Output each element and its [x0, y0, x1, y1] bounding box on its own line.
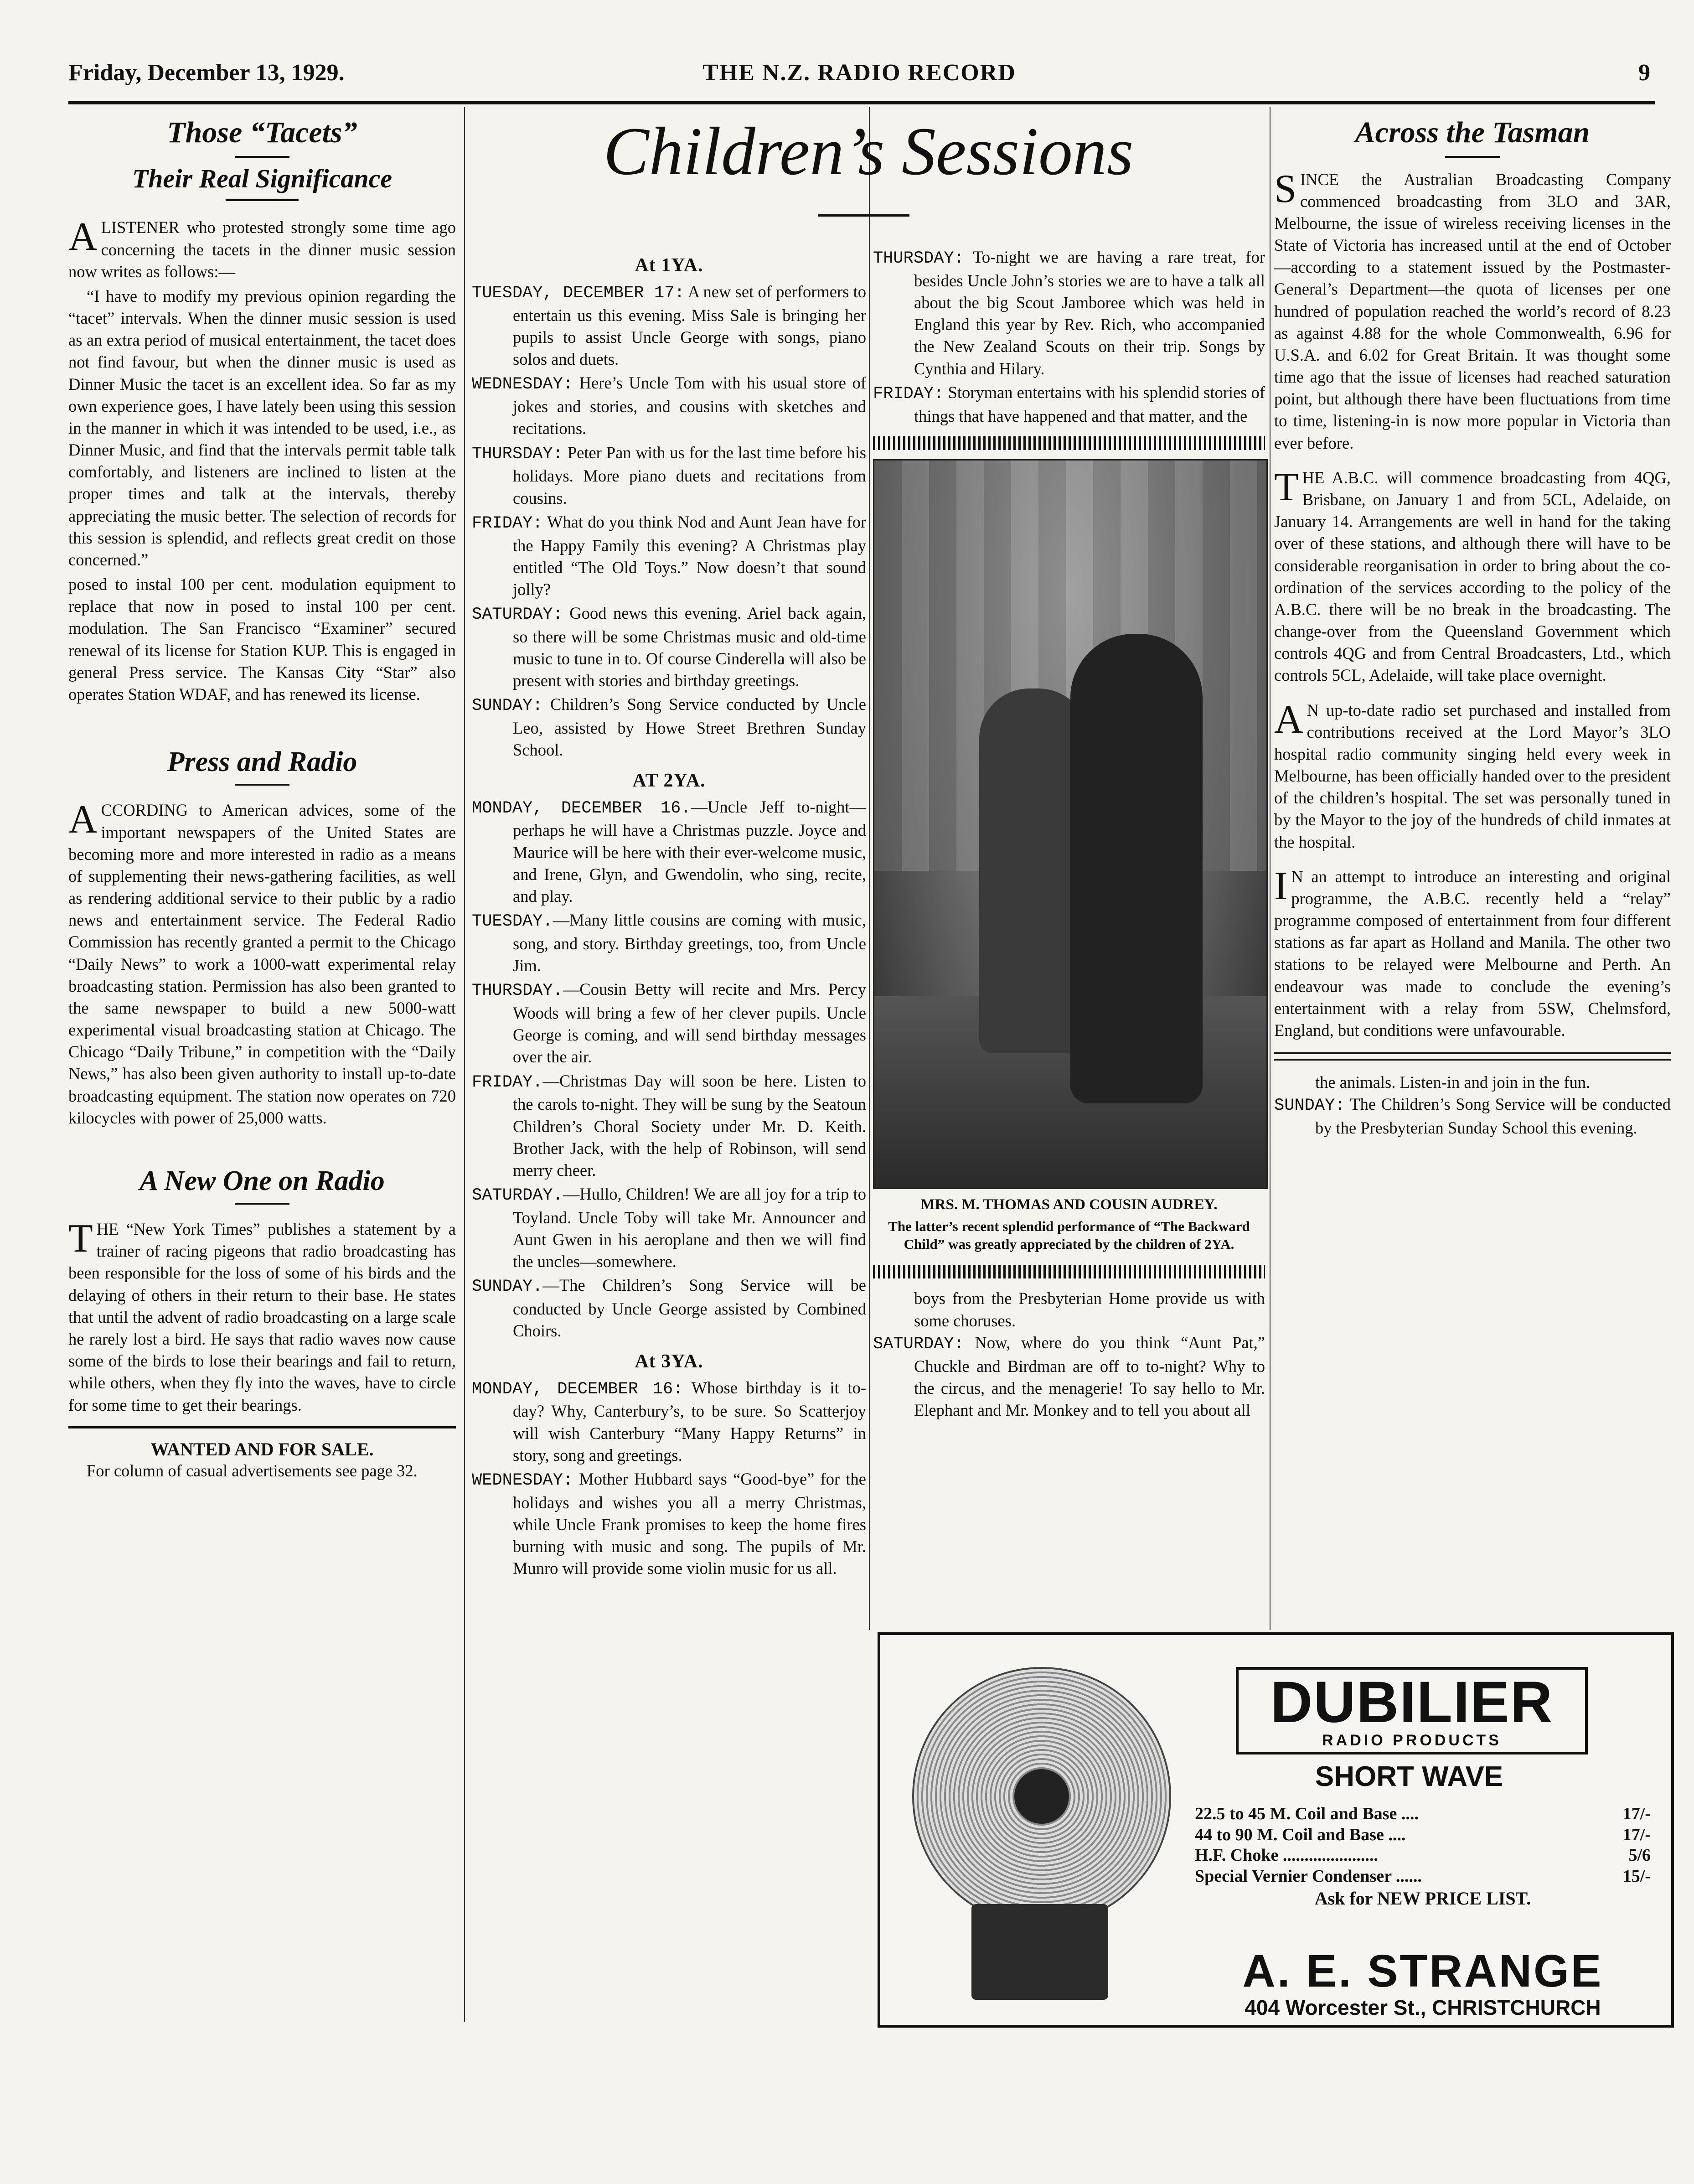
- figure-woman: [1070, 634, 1203, 1103]
- station-heading-3ya: At 3YA.: [635, 1351, 703, 1372]
- dropcap: I: [1274, 864, 1288, 908]
- title-rule: [235, 784, 289, 786]
- tacets-intro: ALISTENER who protested strongly some time ago concerning the tacets in the dinner music session now writes as follows:—: [68, 215, 456, 281]
- press-body: ACCORDING to American advices, some of the important newspapers of the United States are becoming more and more interested in radio as a means of supplementing their news-gathering facilities, as well as rendering additional service to their public by a radio news and entertainment service. The Federal Radio Commission has recently granted a permit to the Chicago “Daily News” to work a 1000-watt experimental relay broadcasting station. Permission has also been granted to the same newspaper to build a new 5000-watt experimental visual broadcasting station at Chicago. The Chicago “Daily Tribune,” in competition with the “Daily News,” has also been given authority to install up-to-date broadcasting equipment. The station now operates on 720 kilocycles with power of 25,000 watts.: [68, 797, 456, 1127]
- company-name: A. E. STRANGE: [1242, 1946, 1603, 1997]
- issue-date: Friday, December 13, 1929.: [68, 60, 345, 86]
- schedule-entry: THURSDAY.—Cousin Betty will recite and Mrs. Percy Woods will bring a few of her clever pupils. Uncle George is coming, and will send birthday messages over the air.: [472, 980, 866, 1066]
- dropcap: A: [1274, 697, 1303, 742]
- title-rule: [226, 199, 299, 201]
- schedule-entry: TUESDAY, DECEMBER 17: A new set of performers to entertain us this evening. Miss Sale is bringing her pupils to assist Uncle George with songs, piano solos and duets.: [472, 282, 866, 369]
- dropcap: A: [68, 797, 98, 842]
- main-title-rule: [818, 214, 909, 217]
- price-row: 22.5 to 45 M. Coil and Base .... 17/-: [1195, 1804, 1651, 1823]
- tasman-p2: THE A.B.C. will commence broadcasting from 4QG, Brisbane, on January 1 and from 5CL, Adelaide, on January 14. Arrangements are well in hand for the taking over of these stations, and although there will have to be considerable reorganisation in order to bring about the co-ordination of the services according to the policy of the A.B.C. there will be no break in the broadcasting. The change-over from the Queensland Government which controls 4QG and from Central Broadcasters, Ltd., which controls 5CL, Adelaide, will take place overnight.: [1274, 465, 1671, 685]
- new-one-body: THE “New York Times” publishes a statement by a trainer of racing pigeons that radio broadcasting has been responsible for the loss of some of his birds and the delaying of others in their return to their base. He states that until the advent of radio broadcasting on a large scale he rarely lost a bird. He says that radio waves now cause some of the birds to lose their bearings and fail to return, while others, when they fly into the waves, have to circle for some time to get their bearings.: [68, 1216, 456, 1414]
- speaker-base-image: [971, 1904, 1108, 2000]
- hatched-rule: [873, 1265, 1265, 1278]
- wanted-heading: WANTED AND FOR SALE.: [150, 1439, 374, 1459]
- schedule-entry: MONDAY, DECEMBER 16.—Uncle Jeff to-night—perhaps he will have a Christmas puzzle. Joyce and Maurice will be here with their ever-welcome music, and Irene, Glyn, and Gwendolin, who sing, recite, and play.: [472, 797, 866, 906]
- page-number: 9: [1638, 60, 1650, 86]
- session-continued: the animals. Listen-in and join in the fun.: [1315, 1073, 1591, 1092]
- schedule-entry: WEDNESDAY: Mother Hubbard says “Good-bye” for the holidays and wishes you all a merry Christmas, while Uncle Frank promises to keep the home fires burning with music and song. The pupils of Mr. Munro will provide some violin music for us all.: [472, 1469, 866, 1578]
- tacets-misc: posed to instal 100 per cent. modulation equipment to replace that now in posed to instal 100 per cent. modulation. The San Francisco “Examiner” secured renewal of its license for Station KUP. This is engaged in general Press service. The Kansas City “Star” also operates Station WDAF, and has renewed its license.: [68, 575, 456, 704]
- price-row: Special Vernier Condenser ...... 15/-: [1195, 1866, 1651, 1886]
- station-heading-2ya: AT 2YA.: [632, 770, 706, 791]
- schedule-entry: MONDAY, DECEMBER 16: Whose birthday is it to-day? Why, Canterbury’s, to be sure. So Scatterjoy will wish Canterbury “Many Happy Returns” in story, song and greetings.: [472, 1378, 867, 1465]
- tasman-p3: A N up-to-date radio set purchased and installed from contributions received at the Lord Mayor’s 3LO hospital radio community singing held every week in Melbourne, has been officially handed over to the president of the children’s hospital. The set was personally tuned in by the Mayor to the joy of the hundreds of child inmates at the hospital.: [1274, 697, 1671, 851]
- article-subtitle-tacets: Their Real Significance: [132, 163, 393, 193]
- section-rule: [1274, 1052, 1671, 1061]
- brand-tagline: RADIO PRODUCTS: [1322, 1732, 1502, 1749]
- masthead: [68, 50, 1650, 100]
- hatched-rule: [873, 436, 1265, 450]
- publication-title: THE N.Z. RADIO RECORD: [702, 60, 1016, 86]
- tacets-quote: “I have to modify my previous opinion regarding the “tacet” intervals. When the dinner music session is used as an extra period of musical entertainment, the tacet does not find favour, but when the dinner music is used as Dinner Music the tacet is an excellent idea. So far as my own experience goes, I have lately been using this session in the manner in which it was intended to be used, i.e., as Dinner Music, and find that the intervals permit table talk comfortably, and listeners are inclined to listen at the proper times and talk at the intervals, thereby appreciating the music better. The selection of records for this session is splendid, and reflects great credit on those concerned.”: [68, 286, 456, 569]
- company-address: 404 Worcester St., CHRISTCHURCH: [1245, 1996, 1601, 2019]
- brand-name: DUBILIER: [1270, 1670, 1554, 1735]
- dropcap: A: [68, 215, 98, 259]
- tasman-p4: I N an attempt to introduce an interesting and original programme, the A.B.C. recently held a “relay” programme composed of entertainment from four different stations as far apart as Holland and Manila. The other two stations to be relayed were Melbourne and Perth. An endeavour was made to conclude the evening’s entertainment with a relay from 5SW, Chelmsford, England, but conditions were unfavourable.: [1274, 864, 1671, 1040]
- dropcap: S: [1274, 166, 1296, 211]
- article-title-tasman: Across the Tasman: [1355, 116, 1590, 149]
- schedule-entry: THURSDAY: To-night we are having a rare treat, for besides Uncle John’s stories we are to have a talk all about the big Scout Jamboree which was held in England this year by Rev. Rich, who accompanied the New Zealand Scouts on their trip. Songs by Cynthia and Hilary.: [873, 248, 1265, 378]
- schedule-entry: THURSDAY: Peter Pan with us for the last time before his holidays. More piano duets and recitations from cousins.: [472, 443, 867, 507]
- brand-logo: [1236, 1667, 1588, 1754]
- photo-thomas-audrey: [873, 459, 1268, 1189]
- ad-heading: SHORT WAVE: [1315, 1761, 1503, 1792]
- article-title-new-one: A New One on Radio: [139, 1165, 385, 1196]
- title-rule: [1445, 156, 1500, 158]
- schedule-entry: SATURDAY.—Hullo, Children! We are all joy for a trip to Toyland. Uncle Toby will take Mr. Announcer and Aunt Gwen in his aeroplane and then we will find the uncles—somewhere.: [472, 1185, 866, 1271]
- schedule-entry: SUNDAY.—The Children’s Song Service will be conducted by Uncle George assisted by Combined Choirs.: [472, 1276, 866, 1340]
- section-rule: [68, 1426, 456, 1428]
- column-sessions-1: [472, 246, 866, 2184]
- column-divider: [464, 107, 465, 2022]
- column-left: [68, 107, 456, 2045]
- session-continued: boys from the Presbyterian Home provide us with some choruses.: [914, 1289, 1265, 1330]
- tasman-p1: SINCE the Australian Broadcasting Company commenced broadcasting from 3LO and 3AR, Melbourne, the issue of wireless receiving licenses in the State of Victoria has increased until at the end of October—according to a statement issued by the Postmaster-General’s Department—the quota of licenses per one hundred of population reached the world’s record of 8.23 as against 4.88 for the whole Commonwealth, 6.96 for U.S.A. and 6.02 for Great Britain. It was thought some time ago that the issue of licenses had reached saturation point, but although there have been fluctuations from time to time, listening-in is now more popular in Victoria than ever before.: [1274, 166, 1671, 452]
- schedule-entry: SATURDAY: Now, where do you think “Aunt Pat,” Chuckle and Birdman are off to to-night? Why to the circus, and the menagerie! To say hello to Mr. Elephant and Mr. Monkey and to tell you about all: [873, 1333, 1265, 1419]
- article-title-press: Press and Radio: [167, 746, 357, 778]
- schedule-entry: WEDNESDAY: Here’s Uncle Tom with his usual store of jokes and stories, and cousins with sketches and recitations.: [472, 373, 867, 438]
- schedule-entry: FRIDAY: Storyman entertains with his splendid stories of things that have happened and that matter, and the: [873, 383, 1265, 425]
- price-list-note: Ask for NEW PRICE LIST.: [1314, 1888, 1531, 1909]
- photo-caption-detail: The latter’s recent splendid performance of “The Backward Child” was greatly appreciated by the children of 2YA.: [888, 1218, 1250, 1252]
- title-rule: [235, 1203, 289, 1205]
- price-row: H.F. Choke ...................... 5/6: [1195, 1846, 1651, 1865]
- price-list: [1195, 1804, 1651, 1910]
- main-title: Children’s Sessions: [603, 114, 1134, 189]
- wanted-body: For column of casual advertisements see page 32.: [87, 1461, 418, 1480]
- schedule-entry: SUNDAY: Children’s Song Service conducted by Uncle Leo, assisted by Howe Street Brethren Sunday School.: [472, 695, 867, 760]
- photo-caption: MRS. M. THOMAS AND COUSIN AUDREY.: [920, 1196, 1218, 1213]
- advertisement-dubilier: [878, 1632, 1674, 2028]
- schedule-entry: SUNDAY: The Children’s Song Service will be conducted by the Presbyterian Sunday School this evening.: [1274, 1095, 1671, 1138]
- schedule-entry: TUESDAY.—Many little cousins are coming with music, song, and story. Birthday greetings, too, from Uncle Jim.: [472, 911, 866, 975]
- schedule-entry: FRIDAY: What do you think Nod and Aunt Jean have for the Happy Family this evening? A Christmas play entitled “The Old Toys.” Now doesn’t that sound jolly?: [472, 512, 866, 599]
- speaker-cone-image: [912, 1667, 1171, 1926]
- schedule-entry: FRIDAY.—Christmas Day will soon be here. Listen to the carols to-night. They will be sung by the Seatoun Children’s Choral Society under Mr. D. Keith. Brother Jack, with the help of Robinson, will send merry cheer.: [472, 1071, 866, 1180]
- station-heading-1ya: At 1YA.: [635, 255, 703, 276]
- title-rule: [235, 156, 289, 158]
- article-title-tacets: Those “Tacets”: [167, 116, 357, 149]
- dropcap: T: [68, 1216, 93, 1261]
- dropcap: T: [1274, 465, 1299, 509]
- schedule-entry: SATURDAY: Good news this evening. Ariel back again, so there will be some Christmas music and old-time music to tune in to. Of course Cinderella will also be present with stories and birthday greetings.: [472, 604, 867, 690]
- column-divider: [869, 107, 870, 1630]
- price-row: 44 to 90 M. Coil and Base .... 17/-: [1195, 1825, 1651, 1844]
- masthead-rule: [68, 101, 1655, 104]
